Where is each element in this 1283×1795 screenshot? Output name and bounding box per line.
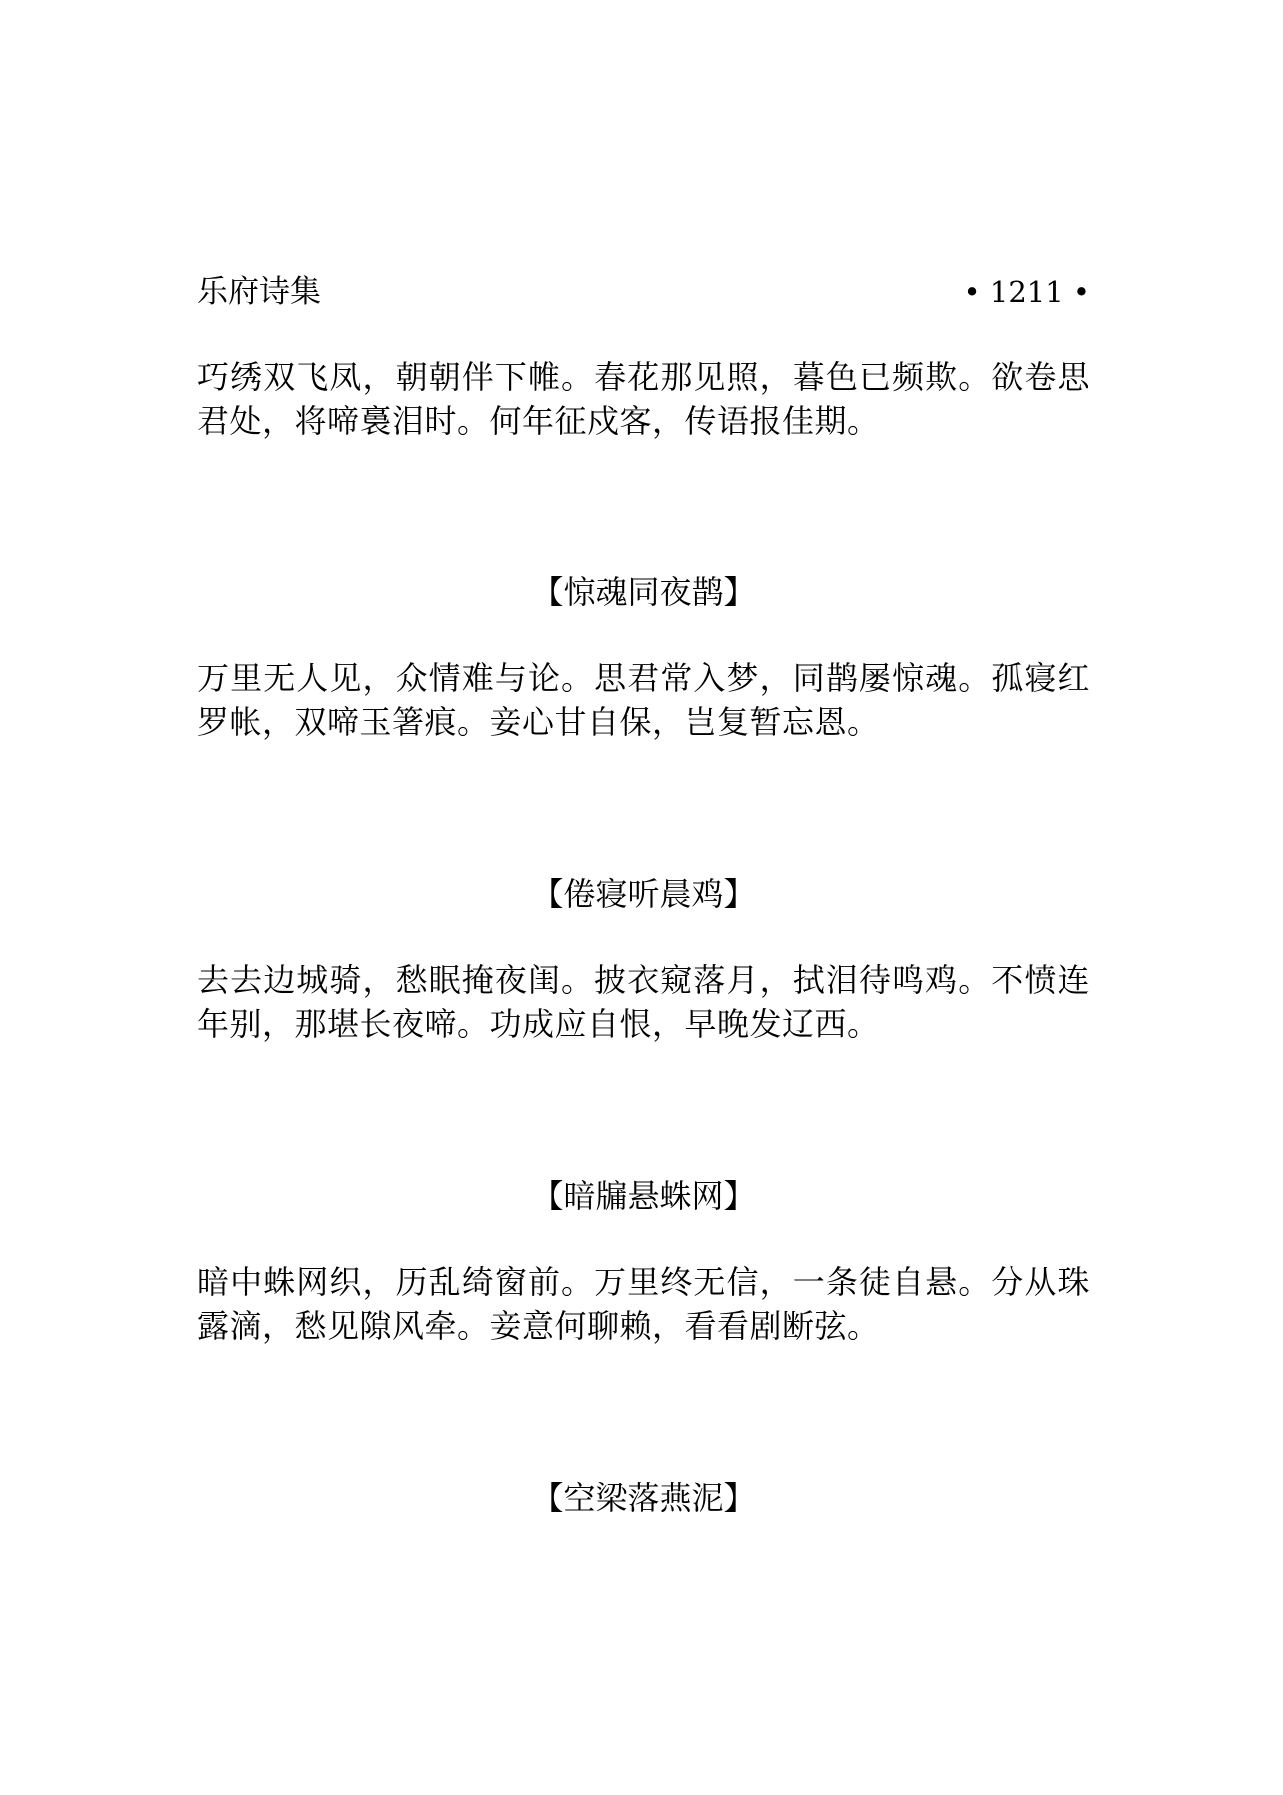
poem-text-3: 去去边城骑，愁眠掩夜闺。披衣窥落月，拭泪待鸣鸡。不愤连年别，那堪长夜啼。功成应自恨，早晚发辽西。 (197, 961, 1090, 1043)
poem-title-3: 【倦寝听晨鸡】 (531, 875, 756, 913)
book-title: 乐府诗集 (197, 274, 321, 310)
poem-title-4: 【暗牖悬蛛网】 (531, 1177, 756, 1215)
document-page (197, 0, 1090, 1795)
poem-title-5: 【空梁落燕泥】 (531, 1479, 756, 1517)
poem-text-1: 巧绣双飞凤，朝朝伴下帷。春花那见照，暮色已频欺。欲卷思君处，将啼裛泪时。何年征戍客，传语报佳期。 (197, 358, 1090, 440)
poem-title-2: 【惊魂同夜鹊】 (531, 573, 756, 611)
poem-text-2: 万里无人见，众情难与论。思君常入梦，同鹊屡惊魂。孤寝红罗帐，双啼玉箸痕。妾心甘自保，岂复暂忘恩。 (197, 659, 1090, 741)
poem-text-4: 暗中蛛网织，历乱绮窗前。万里终无信，一条徒自悬。分从珠露滴，愁见隙风牵。妾意何聊赖，看看剧断弦。 (197, 1263, 1090, 1345)
running-header (197, 272, 1090, 312)
page-number: • 1211 • (963, 275, 1090, 309)
